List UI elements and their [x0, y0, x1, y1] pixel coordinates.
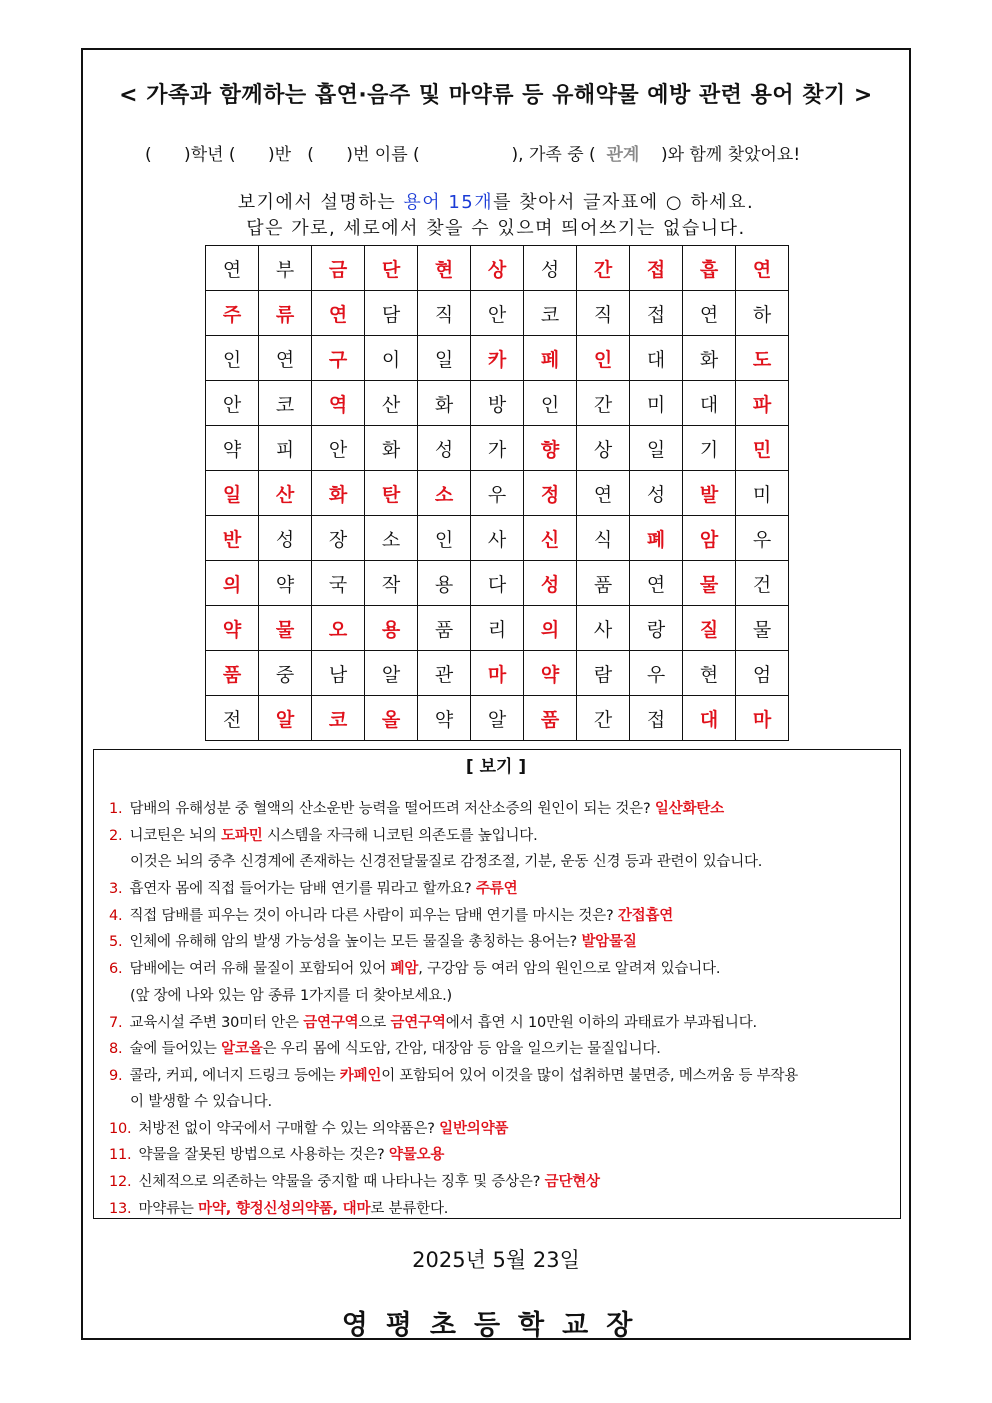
grid-cell[interactable]: 의 — [206, 561, 259, 606]
grid-cell[interactable]: 담 — [365, 291, 418, 336]
grid-cell[interactable]: 연 — [312, 291, 365, 336]
grid-cell[interactable]: 기 — [683, 426, 736, 471]
grid-cell[interactable]: 하 — [736, 291, 789, 336]
grid-cell[interactable]: 상 — [577, 426, 630, 471]
grid-cell[interactable]: 간 — [577, 381, 630, 426]
grid-cell[interactable]: 화 — [365, 426, 418, 471]
grid-cell[interactable]: 다 — [471, 561, 524, 606]
grid-cell[interactable]: 연 — [683, 291, 736, 336]
grid-cell[interactable]: 폐 — [630, 516, 683, 561]
grid-cell[interactable]: 랑 — [630, 606, 683, 651]
grid-cell[interactable]: 람 — [577, 651, 630, 696]
example-answer: 간접흡연 — [617, 908, 674, 924]
grid-cell[interactable]: 암 — [683, 516, 736, 561]
example-number: 13. — [109, 1201, 132, 1217]
grid-row — [206, 696, 789, 741]
example-text: 시스템을 자극해 니코틴 의존도를 높입니다. — [262, 828, 538, 844]
example-item — [109, 1170, 600, 1191]
example-item — [109, 904, 673, 925]
example-text: (앞 장에 나와 있는 암 종류 1가지를 더 찾아보세요.) — [130, 988, 452, 1004]
grid-cell[interactable]: 성 — [524, 561, 577, 606]
word-search-grid — [205, 245, 789, 741]
grid-cell[interactable]: 성 — [418, 426, 471, 471]
example-answer: 폐암 — [390, 961, 419, 977]
grid-cell[interactable]: 구 — [312, 336, 365, 381]
grid-cell[interactable]: 작 — [365, 561, 418, 606]
example-text: 처방전 없이 약국에서 구매할 수 있는 의약품은? — [138, 1121, 440, 1137]
grid-row — [206, 561, 789, 606]
grid-cell[interactable]: 식 — [577, 516, 630, 561]
grid-cell[interactable]: 탄 — [365, 471, 418, 516]
grid-cell[interactable]: 페 — [524, 336, 577, 381]
grid-cell[interactable]: 민 — [736, 426, 789, 471]
grid-cell[interactable]: 용 — [418, 561, 471, 606]
grid-cell[interactable]: 용 — [365, 606, 418, 651]
grid-cell[interactable]: 인 — [524, 381, 577, 426]
grid-cell[interactable]: 역 — [312, 381, 365, 426]
grid-cell[interactable]: 안 — [471, 291, 524, 336]
example-number: 2. — [109, 828, 123, 844]
instruction-text: 보기에서 설명하는 — [237, 192, 404, 213]
grid-cell[interactable]: 신 — [524, 516, 577, 561]
grid-cell[interactable]: 약 — [418, 696, 471, 741]
grid-cell[interactable]: 현 — [683, 651, 736, 696]
grid-cell[interactable]: 연 — [206, 246, 259, 291]
example-answer: 도파민 — [221, 828, 263, 844]
example-text: 니코틴은 뇌의 — [129, 828, 222, 844]
grid-cell[interactable]: 코 — [312, 696, 365, 741]
example-answer: 카페인 — [339, 1068, 382, 1084]
grid-cell[interactable]: 약 — [259, 561, 312, 606]
grid-cell[interactable]: 이 — [365, 336, 418, 381]
example-number: 11. — [109, 1147, 132, 1163]
example-answer: 금연구역 — [390, 1015, 446, 1031]
example-text: 에서 흡연 시 10만원 이하의 과태료가 부과됩니다. — [445, 1015, 757, 1031]
grid-cell[interactable]: 관 — [418, 651, 471, 696]
grid-cell[interactable]: 산 — [259, 471, 312, 516]
grid-cell[interactable]: 건 — [736, 561, 789, 606]
grid-cell[interactable]: 안 — [312, 426, 365, 471]
example-item — [109, 824, 538, 845]
example-number: 3. — [109, 881, 123, 897]
grid-cell[interactable]: 인 — [206, 336, 259, 381]
grid-cell[interactable]: 중 — [259, 651, 312, 696]
examples-title: [ 보기 ] — [465, 757, 527, 777]
example-text: 약물을 잘못된 방법으로 사용하는 것은? — [138, 1147, 389, 1163]
example-number: 12. — [109, 1174, 132, 1190]
example-text: 담배의 유해성분 중 혈액의 산소운반 능력을 떨어뜨려 저산소증의 원인이 되는 것은? — [129, 801, 655, 817]
grid-cell[interactable]: 물 — [259, 606, 312, 651]
grid-cell[interactable]: 접 — [630, 696, 683, 741]
example-text: 콜라, 커피, 에너지 드링크 등에는 — [129, 1068, 340, 1084]
grid-cell[interactable]: 피 — [259, 426, 312, 471]
example-text: 신체적으로 의존하는 약물을 중지할 때 나타나는 징후 및 증상은? — [138, 1174, 545, 1190]
example-text: 로 분류한다. — [370, 1201, 449, 1217]
grid-cell[interactable]: 의 — [524, 606, 577, 651]
example-answer: 마약, 향정신성의약품, 대마 — [198, 1201, 371, 1217]
relation-placeholder: 관계 — [606, 145, 640, 165]
grid-cell[interactable]: 오 — [312, 606, 365, 651]
grid-cell[interactable]: 성 — [524, 246, 577, 291]
grid-cell[interactable]: 우 — [736, 516, 789, 561]
example-text: 교육시설 주변 30미터 안은 — [129, 1015, 304, 1031]
grid-cell[interactable]: 우 — [630, 651, 683, 696]
grid-cell[interactable]: 간 — [577, 246, 630, 291]
grid-cell[interactable]: 반 — [206, 516, 259, 561]
grid-cell[interactable]: 성 — [630, 471, 683, 516]
grid-row — [206, 426, 789, 471]
example-answer: 발암물질 — [581, 934, 637, 950]
grid-cell[interactable]: 주 — [206, 291, 259, 336]
example-number: 8. — [109, 1041, 123, 1057]
grid-cell[interactable]: 사 — [577, 606, 630, 651]
grid-cell[interactable]: 단 — [365, 246, 418, 291]
example-text: , 구강암 등 여러 암의 원인으로 알려져 있습니다. — [418, 961, 721, 977]
example-text: 인체에 유해해 암의 발생 가능성을 높이는 모든 물질을 총칭하는 용어는? — [129, 934, 582, 950]
grid-cell[interactable]: 우 — [471, 471, 524, 516]
grid-cell[interactable]: 사 — [471, 516, 524, 561]
grid-cell[interactable]: 산 — [365, 381, 418, 426]
example-answer: 일반의약품 — [439, 1121, 509, 1137]
grid-cell[interactable]: 현 — [418, 246, 471, 291]
grid-cell[interactable]: 품 — [418, 606, 471, 651]
grid-cell[interactable]: 카 — [471, 336, 524, 381]
grid-cell[interactable]: 일 — [630, 426, 683, 471]
grid-cell[interactable]: 화 — [312, 471, 365, 516]
example-answer: 금연구역 — [303, 1015, 359, 1031]
grid-cell[interactable]: 마 — [471, 651, 524, 696]
grid-cell[interactable]: 인 — [418, 516, 471, 561]
example-item — [109, 877, 517, 898]
example-number: 5. — [109, 934, 123, 950]
grid-row — [206, 651, 789, 696]
example-text: 담배에는 여러 유해 물질이 포함되어 있어 — [129, 961, 391, 977]
example-item — [109, 1011, 757, 1032]
grid-cell[interactable]: 연 — [259, 336, 312, 381]
grid-cell[interactable]: 파 — [736, 381, 789, 426]
example-number: 6. — [109, 961, 123, 977]
grid-cell[interactable]: 소 — [365, 516, 418, 561]
example-text: 마약류는 — [138, 1201, 199, 1217]
example-answer: 알코올 — [221, 1041, 263, 1057]
example-text: 흡연자 몸에 직접 들어가는 담배 연기를 뭐라고 할까요? — [129, 881, 476, 897]
grid-cell[interactable]: 알 — [259, 696, 312, 741]
grid-cell[interactable]: 품 — [524, 696, 577, 741]
grid-cell[interactable]: 일 — [418, 336, 471, 381]
example-text: 술에 들어있는 — [129, 1041, 222, 1057]
grid-cell[interactable]: 대 — [683, 381, 736, 426]
example-answer: 약물오용 — [388, 1147, 445, 1163]
grid-cell[interactable]: 접 — [630, 291, 683, 336]
grid-cell[interactable]: 연 — [736, 246, 789, 291]
grid-cell[interactable]: 향 — [524, 426, 577, 471]
grid-row — [206, 471, 789, 516]
grid-cell[interactable]: 정 — [524, 471, 577, 516]
grid-cell[interactable]: 가 — [471, 426, 524, 471]
grid-cell[interactable]: 접 — [630, 246, 683, 291]
example-item — [109, 1064, 798, 1085]
example-answer: 일산화탄소 — [654, 801, 724, 817]
grid-cell[interactable]: 직 — [577, 291, 630, 336]
grid-cell[interactable]: 화 — [418, 381, 471, 426]
grid-cell[interactable]: 성 — [259, 516, 312, 561]
grid-cell[interactable]: 알 — [471, 696, 524, 741]
grid-cell[interactable]: 약 — [206, 426, 259, 471]
grid-cell[interactable]: 발 — [683, 471, 736, 516]
grid-cell[interactable]: 화 — [683, 336, 736, 381]
instruction-text: 를 찾아서 글자표에 ○ 하세요. — [493, 192, 755, 213]
grid-row — [206, 291, 789, 336]
grid-cell[interactable]: 약 — [524, 651, 577, 696]
grid-cell[interactable]: 방 — [471, 381, 524, 426]
example-number: 1. — [109, 801, 123, 817]
grid-row — [206, 336, 789, 381]
grid-cell[interactable]: 금 — [312, 246, 365, 291]
page-title: < 가족과 함께하는 흡연·음주 및 마약류 등 유해약물 예방 관련 용어 찾기 > — [119, 83, 873, 108]
grid-cell[interactable]: 남 — [312, 651, 365, 696]
grid-cell[interactable]: 올 — [365, 696, 418, 741]
grid-cell[interactable]: 대 — [630, 336, 683, 381]
grid-cell[interactable]: 장 — [312, 516, 365, 561]
example-item — [109, 984, 452, 1005]
grid-cell[interactable]: 전 — [206, 696, 259, 741]
grid-cell[interactable]: 엄 — [736, 651, 789, 696]
example-item — [109, 1037, 661, 1058]
grid-cell[interactable]: 리 — [471, 606, 524, 651]
grid-cell[interactable]: 흡 — [683, 246, 736, 291]
example-number: 9. — [109, 1068, 123, 1084]
example-item — [109, 930, 637, 951]
grid-cell[interactable]: 연 — [577, 471, 630, 516]
grid-cell[interactable]: 대 — [683, 696, 736, 741]
grid-cell[interactable]: 도 — [736, 336, 789, 381]
student-info-fields: ( )학년 ( )반 ( )번 이름 ( ), 가족 중 ( — [145, 145, 607, 165]
grid-cell[interactable]: 간 — [577, 696, 630, 741]
example-item — [109, 797, 724, 818]
grid-cell[interactable]: 품 — [577, 561, 630, 606]
example-item — [109, 1143, 444, 1164]
example-text: 직접 담배를 피우는 것이 아니라 다른 사람이 피우는 담배 연기를 마시는 것은? — [129, 908, 618, 924]
grid-cell[interactable]: 연 — [630, 561, 683, 606]
grid-cell[interactable]: 품 — [206, 651, 259, 696]
grid-cell[interactable]: 일 — [206, 471, 259, 516]
grid-cell[interactable]: 소 — [418, 471, 471, 516]
grid-cell[interactable]: 류 — [259, 291, 312, 336]
example-answer: 주류연 — [475, 881, 518, 897]
example-number: 4. — [109, 908, 123, 924]
grid-cell[interactable]: 물 — [736, 606, 789, 651]
grid-cell[interactable]: 부 — [259, 246, 312, 291]
grid-row — [206, 246, 789, 291]
student-info-line — [145, 140, 800, 165]
grid-cell[interactable]: 미 — [736, 471, 789, 516]
example-item — [109, 1117, 508, 1138]
grid-row — [206, 606, 789, 651]
instruction-line-2: 답은 가로, 세로에서 찾을 수 있으며 띄어쓰기는 없습니다. — [246, 218, 746, 239]
grid-cell[interactable]: 약 — [206, 606, 259, 651]
example-item — [109, 1090, 272, 1111]
grid-cell[interactable]: 코 — [259, 381, 312, 426]
grid-cell[interactable]: 안 — [206, 381, 259, 426]
example-item — [109, 1197, 448, 1218]
grid-cell[interactable]: 물 — [683, 561, 736, 606]
example-text: 이것은 뇌의 중추 신경계에 존재하는 신경전달물질로 감정조절, 기분, 운동 신경 등과 관련이 있습니다. — [130, 854, 763, 870]
example-answer: 금단현상 — [544, 1174, 600, 1190]
grid-cell[interactable]: 질 — [683, 606, 736, 651]
example-item — [109, 850, 762, 871]
example-text: 으로 — [358, 1015, 391, 1031]
example-number: 7. — [109, 1015, 123, 1031]
grid-cell[interactable]: 직 — [418, 291, 471, 336]
example-text: 이 발생할 수 있습니다. — [130, 1094, 272, 1110]
example-item — [109, 957, 720, 978]
date: 2025년 5월 23일 — [412, 1248, 580, 1272]
instruction-line-1 — [0, 188, 992, 214]
example-number: 10. — [109, 1121, 132, 1137]
example-text: 은 우리 몸에 식도암, 간암, 대장암 등 암을 일으키는 물질입니다. — [262, 1041, 661, 1057]
grid-cell[interactable]: 국 — [312, 561, 365, 606]
grid-cell[interactable]: 코 — [524, 291, 577, 336]
grid-cell[interactable]: 상 — [471, 246, 524, 291]
grid-cell[interactable]: 마 — [736, 696, 789, 741]
grid-row — [206, 516, 789, 561]
grid-cell[interactable]: 미 — [630, 381, 683, 426]
instruction-highlight: 용어 15개 — [403, 192, 494, 213]
student-info-tail: )와 함께 찾았어요! — [639, 145, 801, 165]
grid-cell[interactable]: 알 — [365, 651, 418, 696]
grid-row — [206, 381, 789, 426]
example-text: 이 포함되어 있어 이것을 많이 섭취하면 불면증, 메스꺼움 등 부작용 — [381, 1068, 799, 1084]
grid-cell[interactable]: 인 — [577, 336, 630, 381]
principal-signature: 영평초등학교장 — [341, 1310, 651, 1341]
